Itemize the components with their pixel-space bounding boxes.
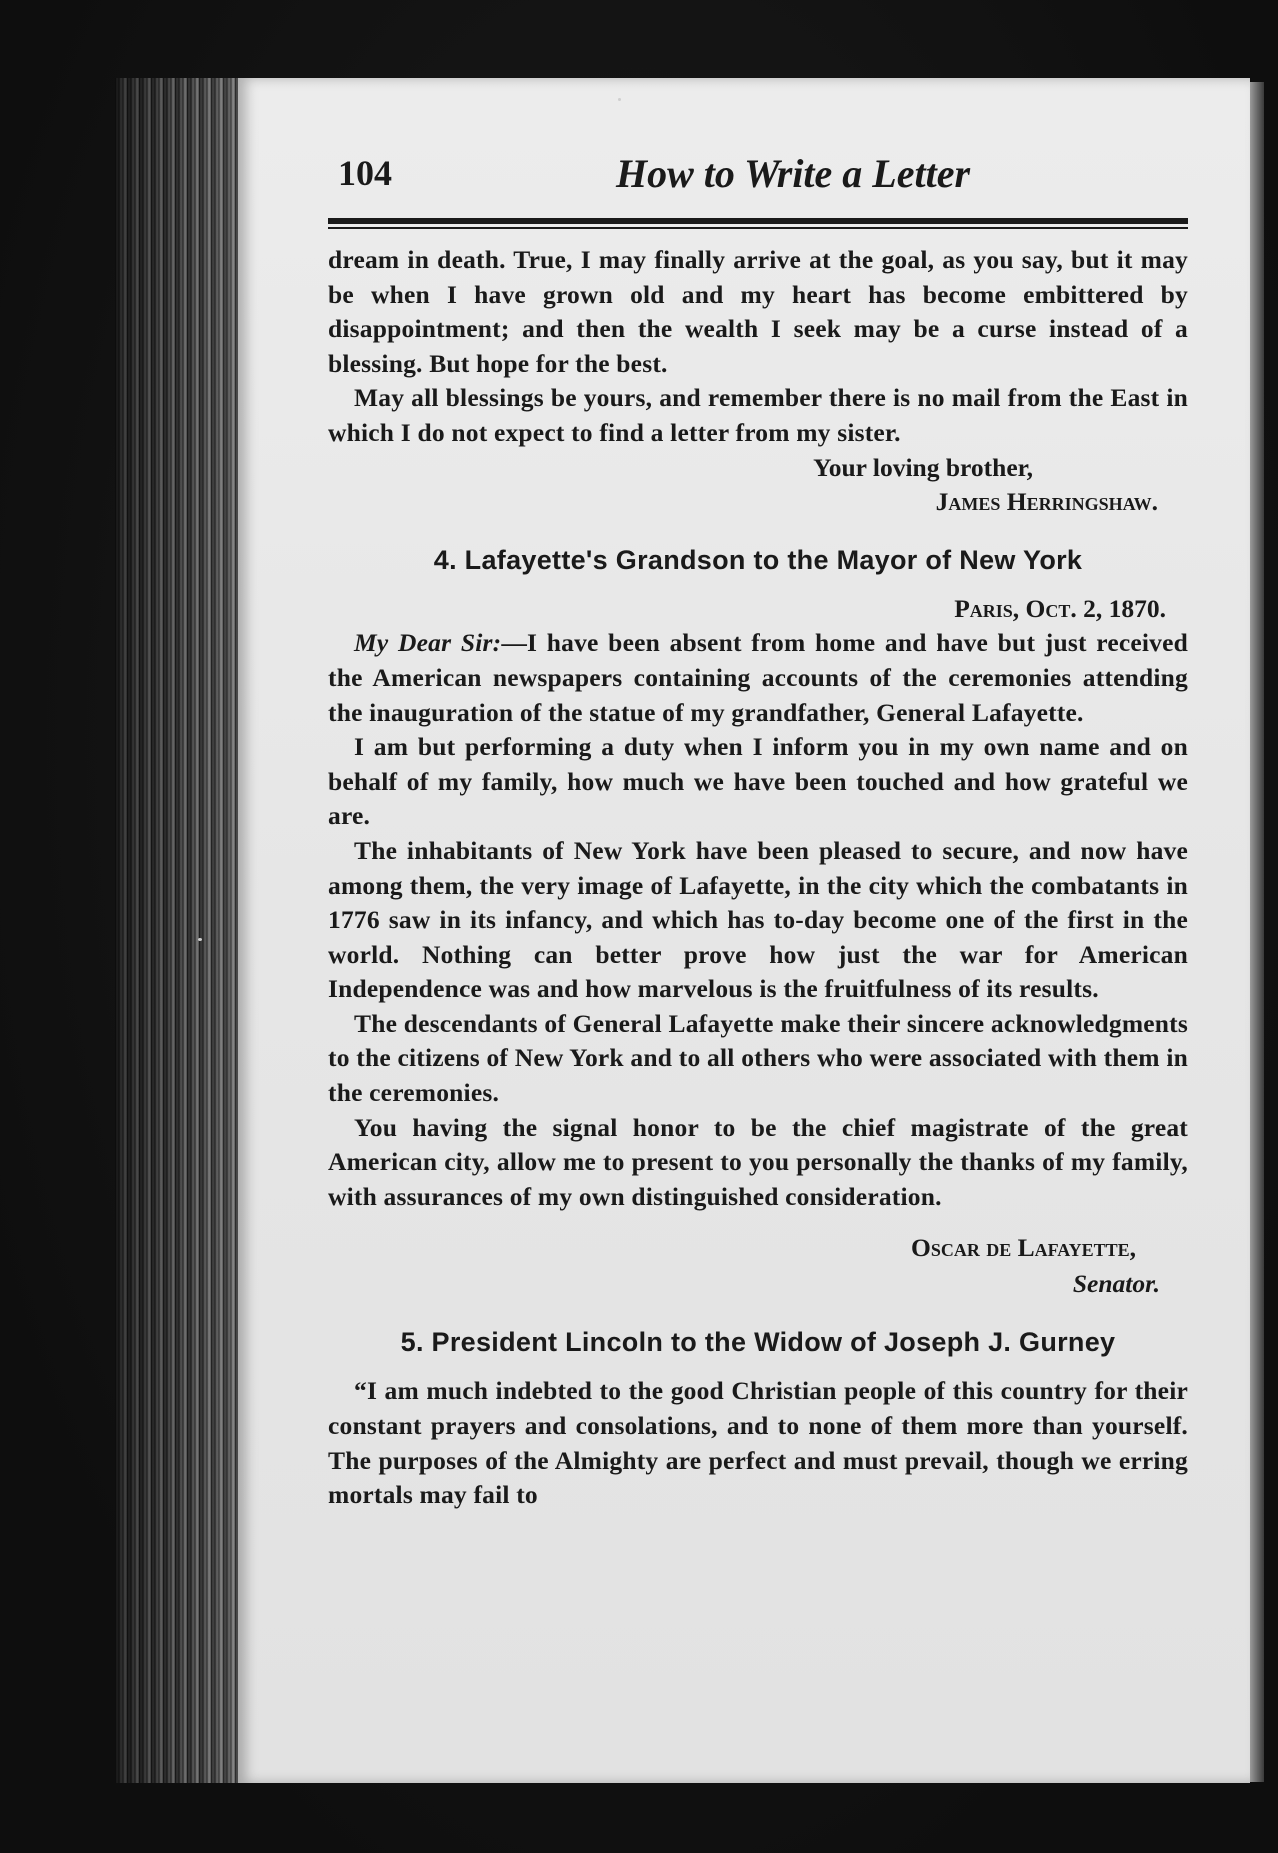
letter-4-dateline: Paris, Oct. 2, 1870.	[954, 593, 1166, 623]
closing-phrase: Your loving brother,	[813, 452, 1033, 482]
letter-4-signature-name: Oscar de Lafayette,	[910, 1233, 1136, 1263]
letter-4-signature-block	[328, 1230, 1188, 1302]
salutation: My Dear Sir:	[354, 628, 502, 658]
book-page	[238, 78, 1250, 1783]
page-edge	[1250, 82, 1264, 1782]
letter-4-heading: 4. Lafayette's Grandson to the Mayor of New York	[433, 544, 1083, 575]
letter-4-signature-title: Senator.	[1072, 1269, 1160, 1299]
letter-4-paragraph-1: My Dear Sir:—I have been absent from home and have but just received the American newspapers containing accounts of the ceremonies attending the inauguration of the statue of my grandfather, General Lafayette.	[328, 628, 1189, 727]
body-paragraph: May all blessings be yours, and remember there is no mail from the East in which I do not expect to find a letter from my sister.	[328, 383, 1188, 447]
page-header	[328, 148, 1188, 218]
letter-5-paragraph-1: “I am much indebted to the good Christian people of this country for their constant prayers and consolations, and to none of them more than yourself. The purposes of the Almighty are perfect and must prevail, though we erring mortals may fail to	[328, 1376, 1188, 1510]
page-content	[328, 148, 1188, 1513]
letter-4-paragraph-3: The inhabitants of New York have been pleased to secure, and now have among them, the very image of Lafayette, in the city which the combatants in 1776 saw in its infancy, and which has to-day become one of the first in the world. Nothing can better prove how just the war for American Independence was and how marvelous is the fruitfulness of its results.	[328, 835, 1188, 1004]
signature: James Herringshaw.	[935, 487, 1158, 517]
letter-4-paragraph-5: You having the signal honor to be the chief magistrate of the great American city, allow me to present to you personally the thanks of my family, with assurances of my own distinguished consideration.	[328, 1112, 1188, 1211]
header-rule-thick	[328, 218, 1188, 224]
page-number: 104	[338, 153, 392, 193]
running-title: How to Write a Letter	[615, 151, 971, 196]
continuation-paragraph: dream in death. True, I may finally arrive at the goal, as you say, but it may be when I have grown old and my heart has become embittered by disappointment; and then the wealth I seek may be a curse instead of a blessing. But hope for the best.	[328, 245, 1188, 378]
letter-5-heading: 5. President Lincoln to the Widow of Joseph J. Gurney	[400, 1327, 1116, 1358]
letter-4-paragraph-4: The descendants of General Lafayette make their sincere acknowledgments to the citizens of New York and to all others who were associated with them in the ceremonies.	[328, 1008, 1188, 1108]
header-rule-thin	[328, 227, 1188, 229]
letter-4-paragraph-2: I am but performing a duty when I inform you in my own name and on behalf of my family, how much we have been touched and how grateful we are.	[328, 732, 1188, 831]
